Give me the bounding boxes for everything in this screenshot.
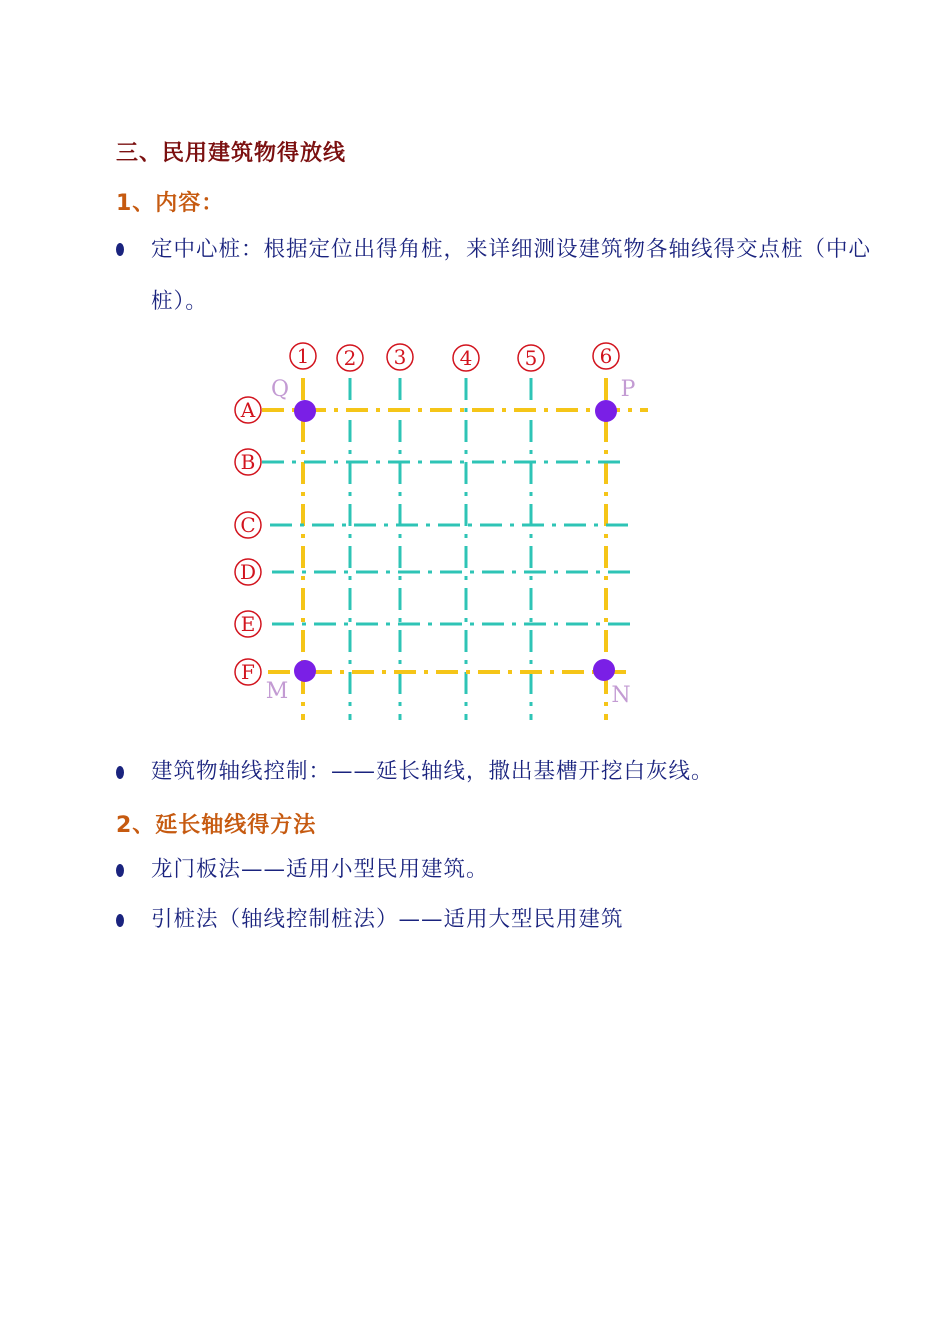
- column-label-text: 1: [296, 344, 310, 368]
- column-label-5: [518, 345, 544, 371]
- bullet-icon: [116, 864, 124, 877]
- corner-point-marker: [294, 660, 316, 682]
- column-label-text: 4: [459, 346, 473, 370]
- column-label-4: [453, 345, 479, 371]
- column-label-text: 3: [393, 345, 407, 369]
- row-label-text: E: [240, 612, 256, 636]
- bullet-text: 引桩法（轴线控制桩法）——适用大型民用建筑: [151, 907, 624, 932]
- subsection-title-methods: 2、延长轴线得方法: [116, 813, 317, 838]
- row-label-C: [235, 512, 261, 538]
- corner-point-marker: [593, 659, 615, 681]
- corner-point-marker: [294, 400, 316, 422]
- subsection-title-content: 1、内容：: [116, 191, 225, 216]
- row-label-A: [235, 397, 261, 423]
- row-label-F: [235, 659, 261, 685]
- row-label-text: B: [240, 450, 256, 474]
- row-label-text: A: [240, 398, 256, 422]
- row-label-text: C: [240, 513, 256, 537]
- row-label-B: [235, 449, 261, 475]
- corner-label-bottom-left: M: [265, 679, 289, 704]
- column-label-text: 6: [599, 344, 613, 368]
- column-label-2: [337, 345, 363, 371]
- bullet-icon: [116, 766, 124, 779]
- bullet-text: 定中心桩：根据定位出得角桩，来详细测设建筑物各轴线得交点桩（中心桩）。: [151, 237, 872, 314]
- section-title: 三、民用建筑物得放线: [116, 141, 347, 166]
- corner-points: [266, 377, 636, 708]
- column-label-3: [387, 344, 413, 370]
- row-label-text: D: [239, 560, 257, 584]
- bullet-text: 建筑物轴线控制：——延长轴线，撒出基槽开挖白灰线。: [151, 759, 714, 784]
- column-label-1: [290, 343, 316, 369]
- row-label-E: [235, 611, 261, 637]
- bullet-icon: [116, 914, 124, 927]
- corner-label-bottom-right: N: [611, 683, 631, 708]
- row-label-D: [235, 559, 261, 585]
- corner-label-top-right: P: [620, 377, 636, 402]
- bullet-text: 龙门板法——适用小型民用建筑。: [151, 857, 489, 882]
- corner-point-marker: [595, 400, 617, 422]
- row-label-text: F: [241, 660, 255, 684]
- column-label-6: [593, 343, 619, 369]
- column-label-text: 5: [524, 346, 538, 370]
- axis-lines: [262, 378, 648, 720]
- axis-labels: [235, 343, 619, 685]
- column-label-text: 2: [343, 346, 357, 370]
- corner-label-top-left: Q: [270, 377, 290, 402]
